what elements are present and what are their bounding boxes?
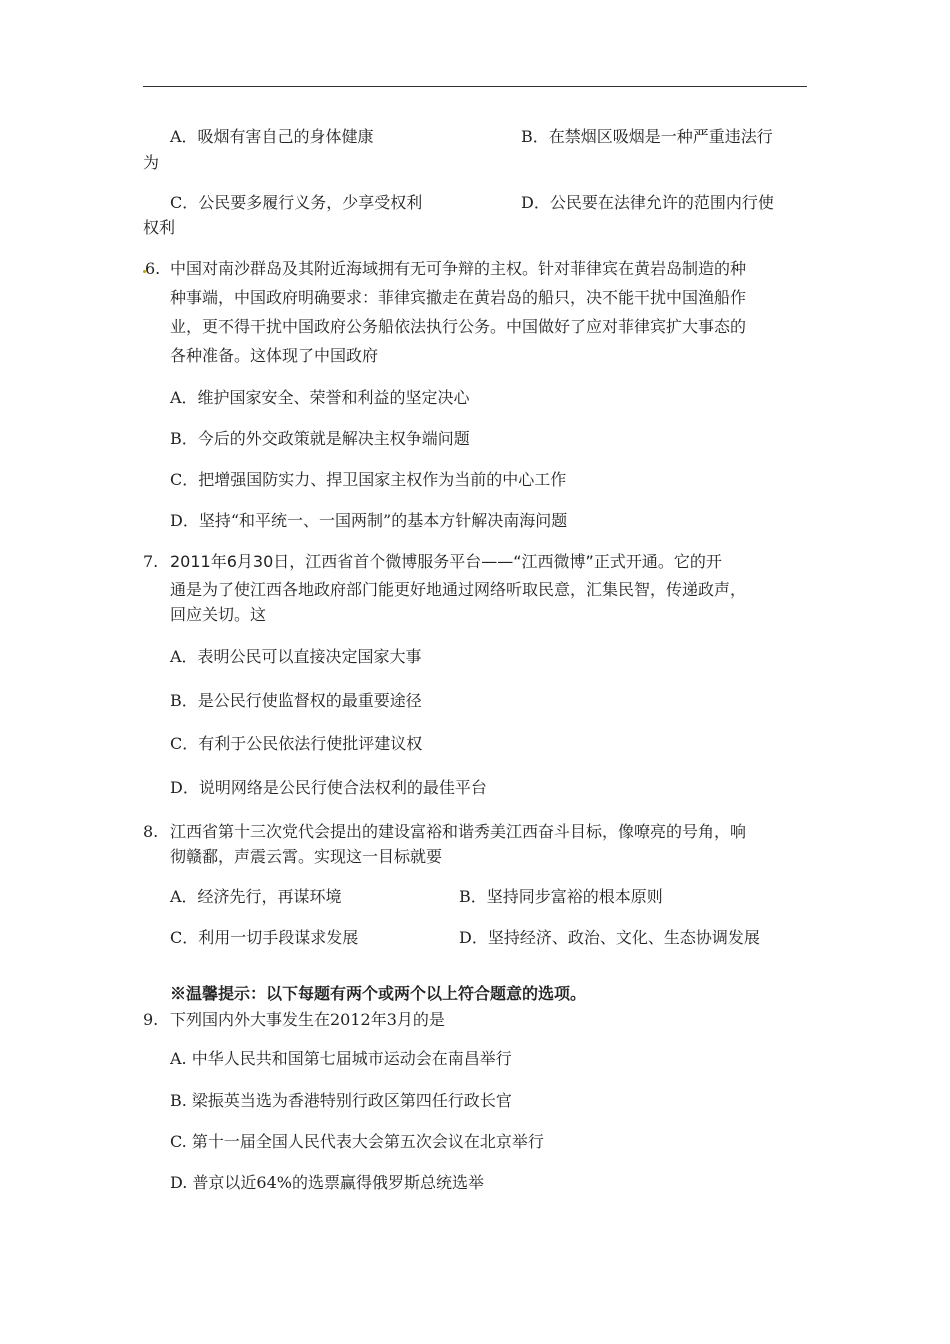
q8-stem-tail: 实现这一目标就要	[314, 847, 443, 866]
q6-stem-line: 种事端，中国政府明确要求：菲律宾撤走在黄岩岛的船只，决不能干扰中国渔船作	[170, 288, 747, 307]
q7-option-d: D．说明网络是公民行使合法权利的最佳平台	[170, 778, 487, 797]
q9-option-d: D. 普京以近64%的选票赢得俄罗斯总统选举	[170, 1173, 484, 1192]
tip-note: ※温馨提示：以下每题有两个或两个以上符合题意的选项。	[170, 984, 587, 1003]
q7-stem-tail: 这	[250, 605, 267, 624]
q6-stem-line: 中国对南沙群岛及其附近海域拥有无可争辩的主权。针对菲律宾在黄岩岛制造的种	[170, 259, 747, 278]
q8-option-a: A．经济先行，再谋环境	[170, 887, 342, 906]
q6-option-c: C．把增强国防实力、捍卫国家主权作为当前的中心工作	[170, 470, 567, 489]
q9-number: 9.	[143, 1010, 159, 1029]
q5-option-b: B．在禁烟区吸烟是一种严重违法行	[521, 127, 773, 146]
q7-number: 7.	[143, 552, 159, 571]
q8-option-c: C．利用一切手段谋求发展	[170, 928, 359, 947]
q9-stem: 下列国内外大事发生在2012年3月的是	[170, 1010, 445, 1029]
q9-option-c: C. 第十一届全国人民代表大会第五次会议在北京举行	[170, 1132, 544, 1151]
q7-option-a: A．表明公民可以直接决定国家大事	[170, 647, 422, 666]
q9-option-b: B. 梁振英当选为香港特别行政区第四任行政长官	[170, 1091, 512, 1110]
q6-option-a: A．维护国家安全、荣誉和利益的坚定决心	[170, 388, 470, 407]
q9-option-a: A. 中华人民共和国第七届城市运动会在南昌举行	[170, 1049, 512, 1068]
q6-stem-line: 各种准备。	[170, 346, 251, 365]
header-rule	[143, 86, 807, 87]
q6-stem-last-line	[170, 346, 378, 367]
q5-option-d: D．公民要在法律允许的范围内行使	[521, 193, 774, 212]
q6-stem-tail: 这体现了中国政府	[250, 346, 379, 365]
q5-option-a: A．吸烟有害自己的身体健康	[170, 127, 374, 146]
q7-option-b: B．是公民行使监督权的最重要途径	[170, 691, 422, 710]
q7-stem-line: 通是为了使江西各地政府部门能更好地通过网络听取民意，汇集民智，传递政声，	[170, 580, 747, 599]
q5-option-b-wrap: 为	[143, 153, 160, 172]
q5-option-d-wrap: 权利	[143, 218, 176, 237]
q6-number: 6.	[145, 259, 161, 278]
q6-option-b: B．今后的外交政策就是解决主权争端问题	[170, 429, 470, 448]
q7-stem-line: 回应关切。	[170, 605, 251, 624]
q8-stem-last-line	[170, 847, 442, 868]
q5-option-c: C．公民要多履行义务，少享受权利	[170, 193, 423, 212]
q7-stem-last-line	[170, 605, 266, 626]
q8-stem-line: 彻赣鄱，声震云霄。	[170, 847, 315, 866]
q6-option-d: D．坚持“和平统一、一国两制”的基本方针解决南海问题	[170, 511, 568, 530]
q8-option-b: B．坚持同步富裕的根本原则	[459, 887, 663, 906]
q7-stem-line: 2011年6月30日，江西省首个微博服务平台——“江西微博”正式开通。它的开	[170, 552, 722, 571]
q6-stem-line: 业，更不得干扰中国政府公务船依法执行公务。中国做好了应对菲律宾扩大事态的	[170, 317, 747, 336]
q8-number: 8.	[143, 822, 159, 841]
q8-stem-line: 江西省第十三次党代会提出的建设富裕和谐秀美江西奋斗目标，像嘹亮的号角，响	[170, 822, 747, 841]
q8-option-d: D．坚持经济、政治、文化、生态协调发展	[459, 928, 760, 947]
q7-option-c: C．有利于公民依法行使批评建议权	[170, 734, 423, 753]
